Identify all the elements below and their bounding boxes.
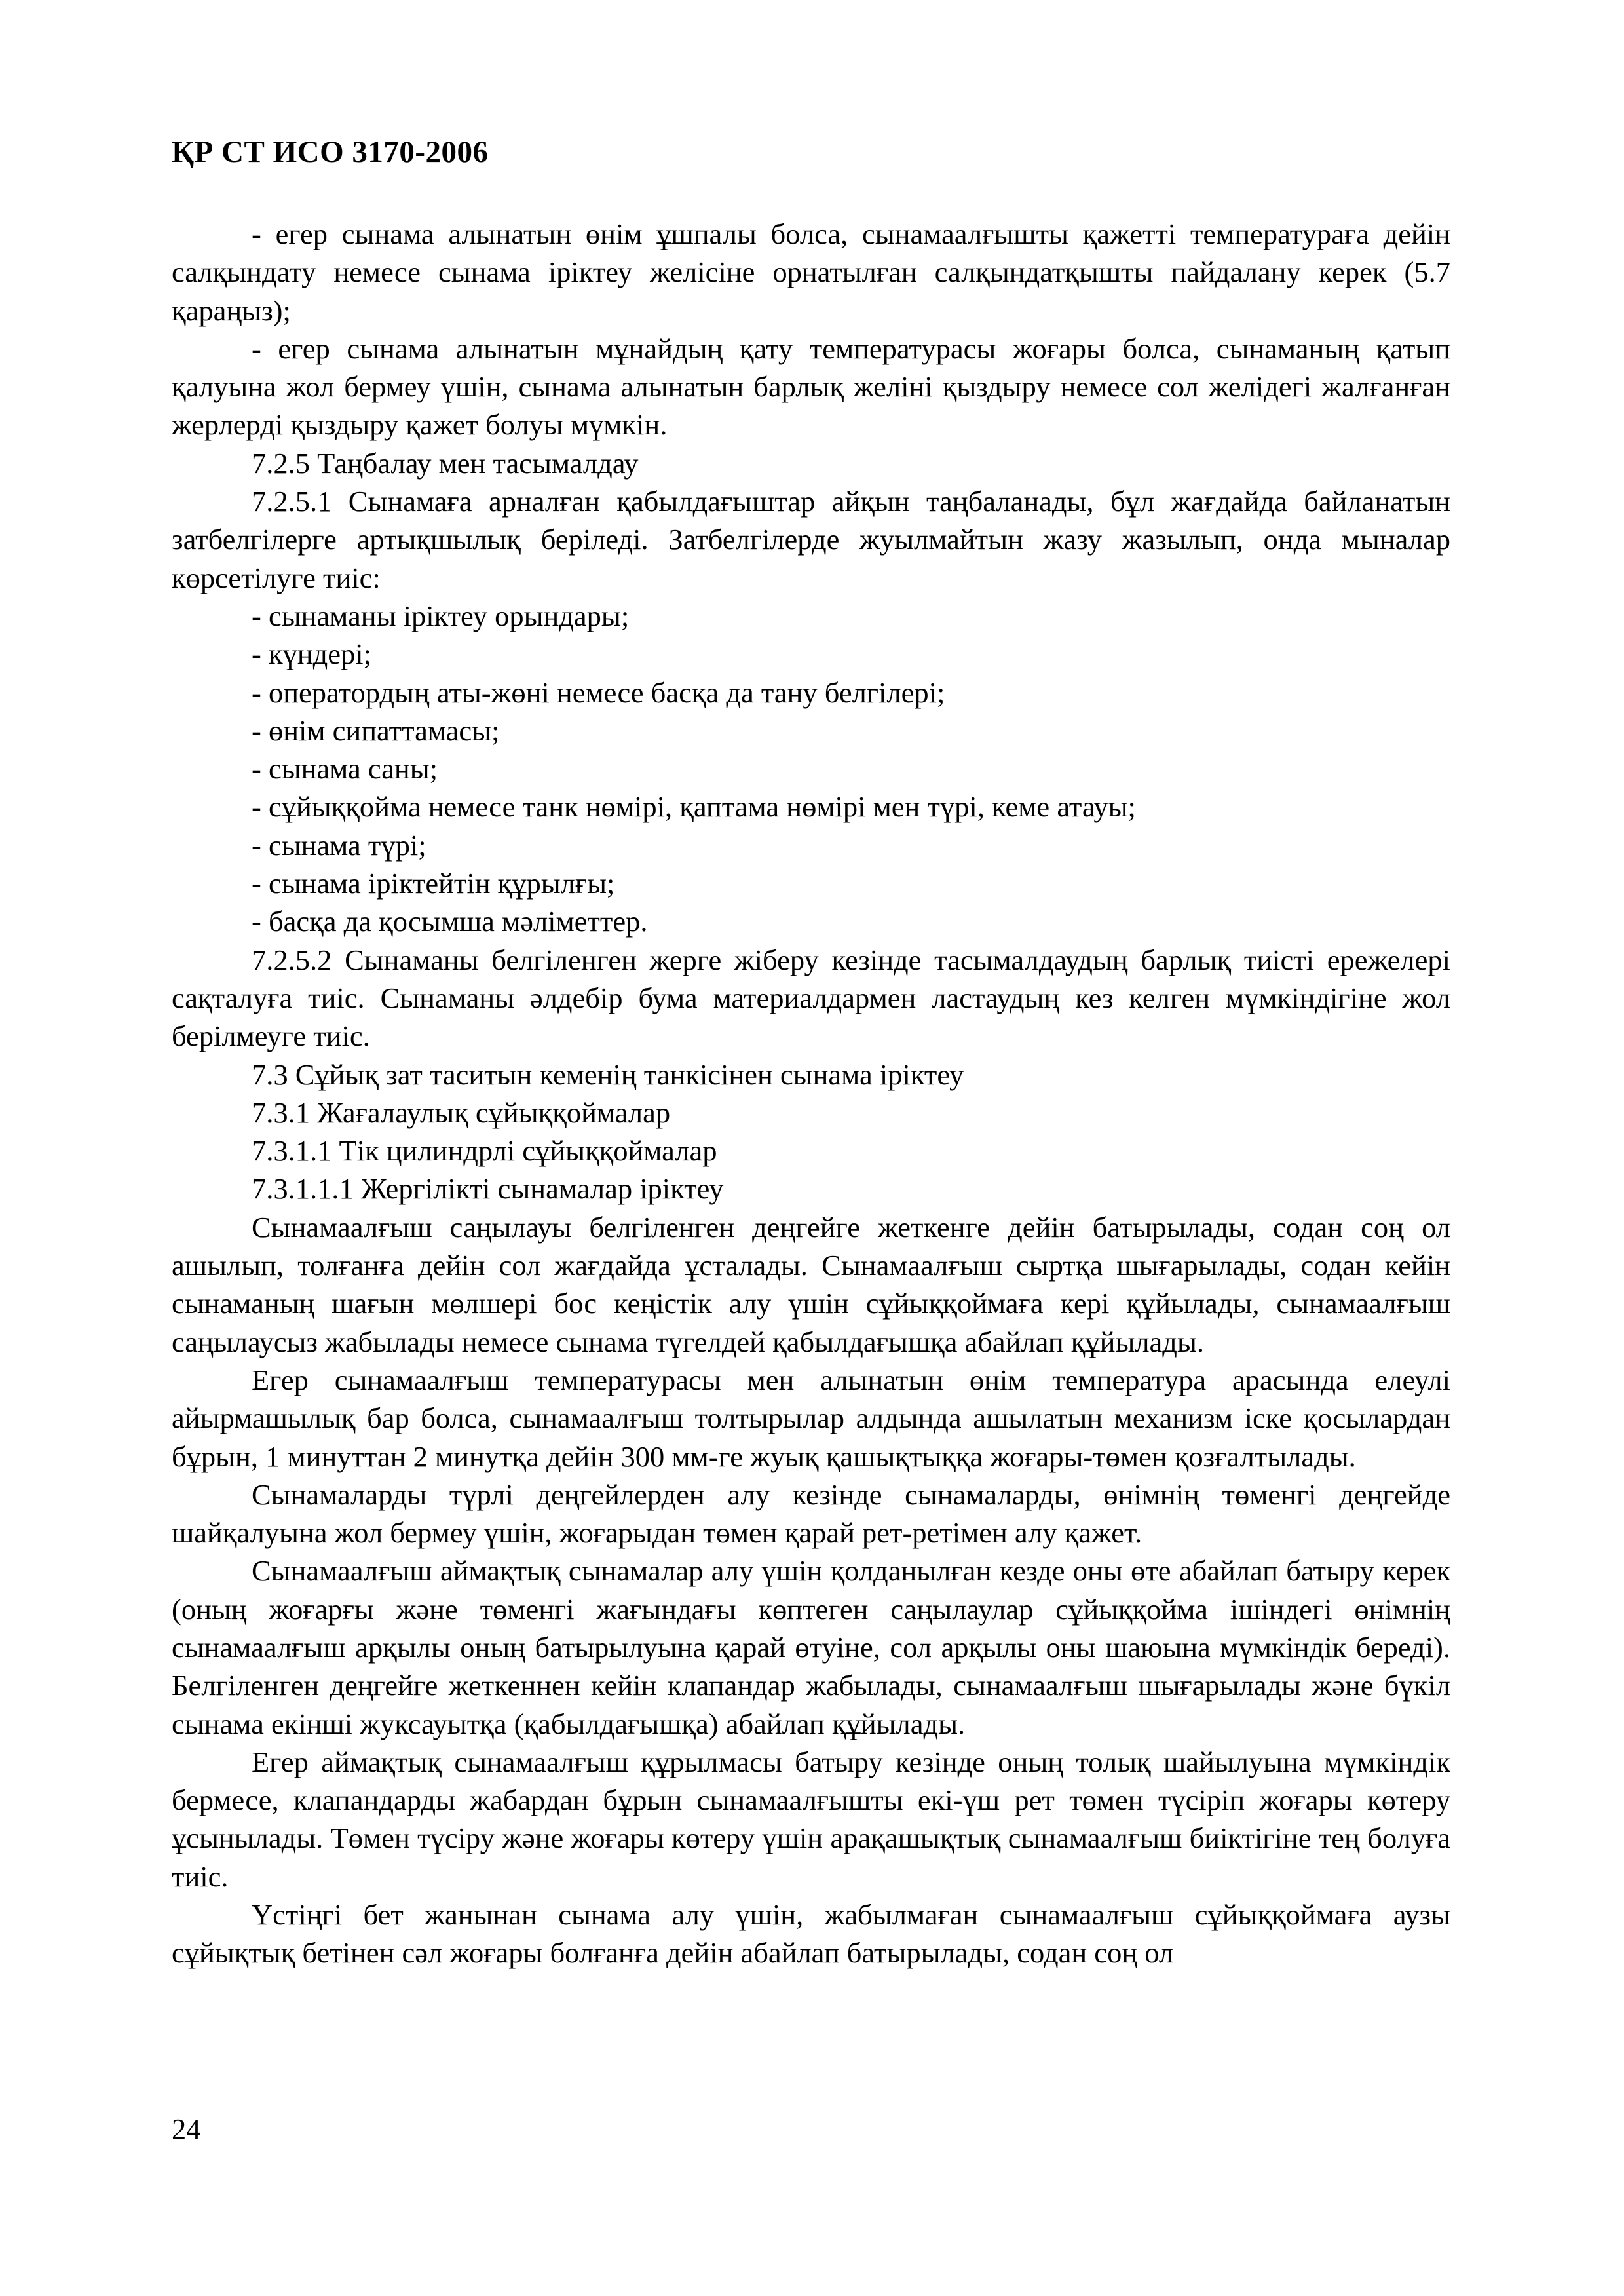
clause-7-2-5-1: 7.2.5.1 Сынамаға арналған қабылдағыштар айқын таңбаланады, бұл жағдайда байланатын затбелгілерге артықшылық беріледі. Затбелгілерде жуылмайтын жазу жазылып, онда мыналар көрсетілуге тиіс: [172, 485, 1450, 594]
body-paragraph: Сынамаалғыш аймақтық сынамалар алу үшін қолданылған кезде оны өте абайлап батыру керек (оның жоғарғы және төменгі жағындағы көптеген саңылаулар сұйыққойма ішіндегі өнімнің сынамаалғыш арқылы оның батырылуына қарай өтуіне, сол арқылы оны шаюына мүмкіндік береді). Белгіленген деңгейге жеткеннен кейін клапандар жабылады, сынамаалғыш шығарылады және бүкіл сынама екінші жуксауытқа (қабылдағышқа) абайлап құйылады. [172, 1554, 1450, 1740]
page-number: 24 [172, 2113, 201, 2145]
list-item: - күндері; [252, 638, 371, 671]
section-heading-7-2-5: 7.2.5 Таңбалау мен тасымалдау [252, 446, 639, 480]
list-item: - өнім сипаттамасы; [252, 714, 500, 747]
section-heading-7-3-1-1-1: 7.3.1.1.1 Жергілікті сынамалар іріктеу [252, 1172, 724, 1206]
label-requirements-list [172, 597, 1450, 941]
list-item: - сұйыққойма немесе танк нөмірі, қаптама нөмірі мен түрі, кеме атауы; [252, 790, 1136, 824]
intro-paragraph: - егер сынама алынатын өнім ұшпалы болса, сынамаалғышты қажетті температураға дейін салқындату немесе сынама іріктеу желісіне орнатылған салқындатқышты пайдалану керек (5.7 қараңыз); [172, 218, 1450, 327]
list-item: - басқа да қосымша мәліметтер. [252, 905, 648, 938]
list-item: - оператордың аты-жөні немесе басқа да тану белгілері; [252, 676, 945, 709]
section-heading-7-3: 7.3 Сұйық зат таситын кеменің танкісінен сынама іріктеу [252, 1058, 964, 1091]
body-paragraph: Сынамаларды түрлі деңгейлерден алу кезінде сынамаларды, өнімнің төменгі деңгейде шайқалуына жол бермеу үшін, жоғарыдан төмен қарай рет-ретімен алу қажет. [172, 1478, 1450, 1550]
list-item: - сынама саны; [252, 752, 438, 786]
list-item: - сынама түрі; [252, 828, 426, 862]
list-item: - сынаманы іріктеу орындары; [252, 599, 630, 632]
body-paragraph: Егер аймақтық сынамаалғыш құрылмасы батыру кезінде оның толық шайылуына мүмкіндік бермесе, клапандарды жабардан бұрын сынамаалғышты екі-үш рет төмен түсіріп жоғары көтеру ұсынылады. Төмен түсіру және жоғары көтеру үшін арақашықтық сынамаалғыш биіктігіне тең болуға тиіс. [172, 1745, 1450, 1893]
document-body [172, 215, 1450, 1972]
section-heading-7-3-1: 7.3.1 Жағалаулық сұйыққоймалар [252, 1096, 671, 1129]
list-item: - сынама іріктейтін құрылғы; [252, 867, 615, 900]
document-code-header: ҚР СТ ИСО 3170-2006 [172, 135, 489, 169]
body-paragraph: Егер сынамаалғыш температурасы мен алынатын өнім температура арасында елеулі айырмашылық бар болса, сынамаалғыш толтырылар алдында ашылатын механизм іске қосылардан бұрын, 1 минуттан 2 минутқа дейін 300 мм-ге жуық қашықтыққа жоғары-төмен қозғалтылады. [172, 1363, 1450, 1473]
clause-7-2-5-2: 7.2.5.2 Сынаманы белгіленген жерге жіберу кезінде тасымалдаудың барлық тиісті ережелері сақталуға тиіс. Сынаманы әлдебір бума материалдармен ластаудың кез келген мүмкіндігіне жол берілмеуге тиіс. [172, 943, 1450, 1053]
body-paragraph: Сынамаалғыш саңылауы белгіленген деңгейге жеткенге дейін батырылады, содан соң ол ашылып, толғанға дейін сол жағдайда ұсталады. Сынамаалғыш сыртқа шығарылады, содан кейін сынаманың шағын мөлшері бос кеңістік алу үшін сұйыққоймаға кері құйылады, сынамаалғыш саңылаусыз жабылады немесе сынама түгелдей қабылдағышқа абайлап құйылады. [172, 1210, 1450, 1358]
section-heading-7-3-1-1: 7.3.1.1 Тік цилиндрлі сұйыққоймалар [252, 1134, 717, 1168]
body-paragraph: Үстіңгі бет жанынан сынама алу үшін, жабылмаған сынамаалғыш сұйыққоймаға аузы сұйықтық бетінен сәл жоғары болғанға дейін абайлап батырылады, содан соң ол [172, 1898, 1450, 1970]
intro-paragraph: - егер сынама алынатын мұнайдың қату температурасы жоғары болса, сынаманың қатып қалуына жол бермеу үшін, сынама алынатын барлық желіні қыздыру немесе сол желідегі жалғанған жерлерді қыздыру қажет болуы мүмкін. [172, 332, 1450, 442]
